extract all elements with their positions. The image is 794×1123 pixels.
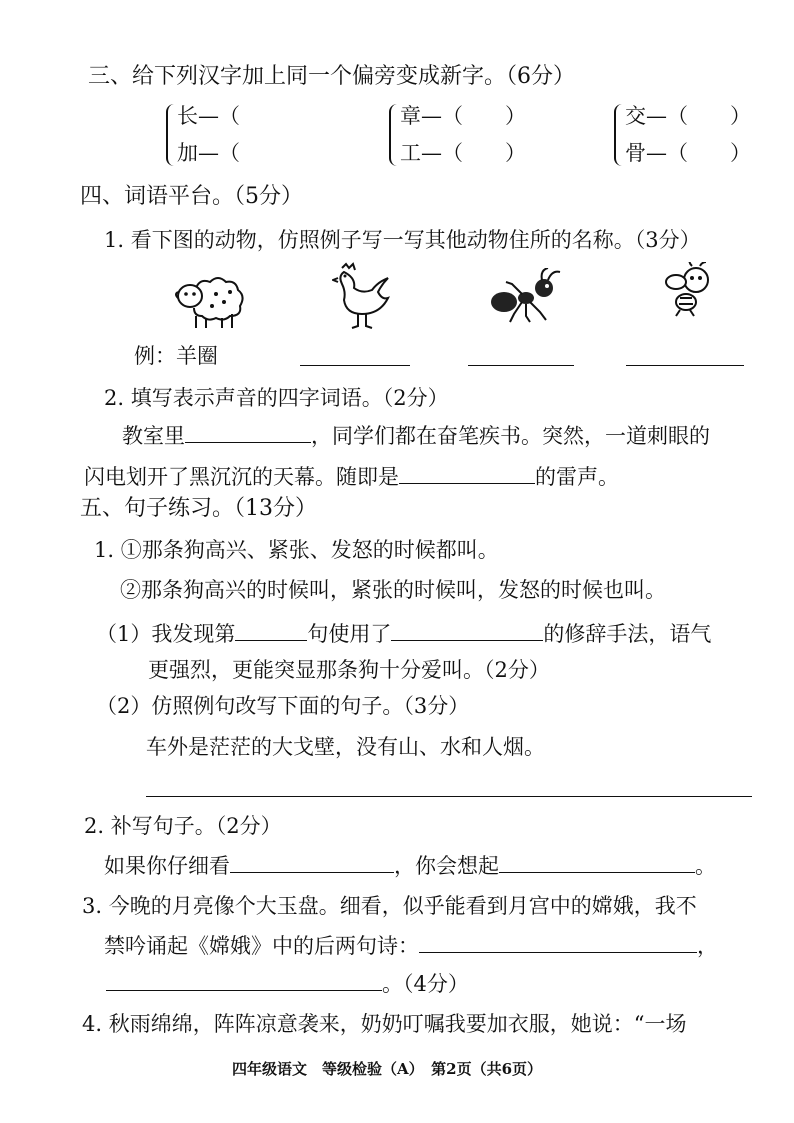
q5-1-1-text-b: 句使用了 <box>307 622 392 646</box>
q4-2-blank-1[interactable] <box>185 422 311 443</box>
bee-icon <box>664 262 720 320</box>
q4-1-prompt: 1. 看下图的动物，仿照例子写一写其他动物住所的名称。（3分） <box>104 228 701 252</box>
answer-line-bee[interactable] <box>626 365 744 366</box>
q5-2-text-a: 如果你仔细看 <box>104 854 230 878</box>
q4-1-example: 例：羊圈 <box>134 344 218 368</box>
q5-2-prompt: 2. 补写句子。（2分） <box>84 814 282 838</box>
q5-3-text-d: 。（4分） <box>382 972 469 996</box>
q5-1-2-sentence: 车外是茫茫的大戈壁，没有山、水和人烟。 <box>146 735 545 759</box>
q5-1-1-line2: 更强烈，更能突显那条狗十分爱叫。（2分） <box>148 658 550 682</box>
q5-3-line1: 3. 今晚的月亮像个大玉盘。细看，似乎能看到月宫中的嫦娥，我不 <box>82 894 697 918</box>
q4-2-prompt: 2. 填写表示声音的四字词语。（2分） <box>104 386 449 410</box>
q5-2-line <box>104 852 716 880</box>
page-footer: 四年级语文 等级检验（A） 第2页（共6页） <box>232 1060 543 1078</box>
q5-1-1-blank-rhetoric[interactable] <box>391 620 543 641</box>
q5-3-line2 <box>104 932 718 960</box>
q5-3-blank-2[interactable] <box>106 970 382 991</box>
section3-title: 三、给下列汉字加上同一个偏旁变成新字。（6分） <box>88 64 575 89</box>
answer-line-chicken[interactable] <box>300 365 410 366</box>
q5-2-blank-2[interactable] <box>499 852 695 873</box>
q5-4-line1: 4. 秋雨绵绵，阵阵凉意袭来，奶奶叮嘱我要加衣服，她说：“一场 <box>82 1012 687 1036</box>
q5-1-sentence1: 1. ①那条狗高兴、紧张、发怒的时候都叫。 <box>94 538 499 562</box>
sheep-icon <box>172 270 244 330</box>
rooster-icon <box>332 262 398 330</box>
q5-1-1-text-c: 的修辞手法，语气 <box>543 622 712 646</box>
q4-2-blank-2[interactable] <box>399 463 535 484</box>
q5-1-2-prompt: （2）仿照例句改写下面的句子。（3分） <box>96 694 470 718</box>
q5-2-text-c: 。 <box>695 854 716 878</box>
q5-3-line3 <box>106 970 469 998</box>
q5-2-blank-1[interactable] <box>230 852 394 873</box>
section5-title: 五、句子练习。（13分） <box>80 496 317 521</box>
q3-item-gu: 骨—（ ） <box>625 141 751 165</box>
q4-2-text-d: 的雷声。 <box>535 465 619 489</box>
q5-2-text-b: ，你会想起 <box>394 854 499 878</box>
q5-3-text-b: 禁吟诵起《嫦娥》中的后两句诗： <box>104 934 419 958</box>
q4-2-text-a: 教室里 <box>122 424 185 448</box>
q5-1-sentence2: ②那条狗高兴的时候叫，紧张的时候叫，发怒的时候也叫。 <box>120 578 666 602</box>
q5-1-1-blank-num[interactable] <box>235 620 307 641</box>
ant-icon <box>488 268 564 324</box>
q3-item-gong: 工—（ ） <box>400 141 526 165</box>
q3-item-chang: 长—（ <box>177 104 240 128</box>
q5-1-1-text-a: （1）我发现第 <box>96 622 236 646</box>
q5-3-text-c: ， <box>697 934 718 958</box>
q3-item-jiao: 交—（ ） <box>625 104 751 128</box>
q5-1-1-line1 <box>96 620 711 648</box>
q5-3-blank-1[interactable] <box>419 932 697 953</box>
q5-1-2-answer-line[interactable] <box>146 796 752 797</box>
q3-item-zhang: 章—（ ） <box>400 104 526 128</box>
section4-title: 四、词语平台。（5分） <box>80 184 303 209</box>
q4-2-text-c: 闪电划开了黑沉沉的天幕。随即是 <box>84 465 399 489</box>
q4-2-text-b: ，同学们都在奋笔疾书。突然，一道刺眼的 <box>311 424 710 448</box>
q3-item-jia: 加—（ <box>177 141 240 165</box>
answer-line-ant[interactable] <box>468 365 574 366</box>
q4-2-line1 <box>122 422 710 450</box>
q4-2-line2 <box>84 463 619 491</box>
